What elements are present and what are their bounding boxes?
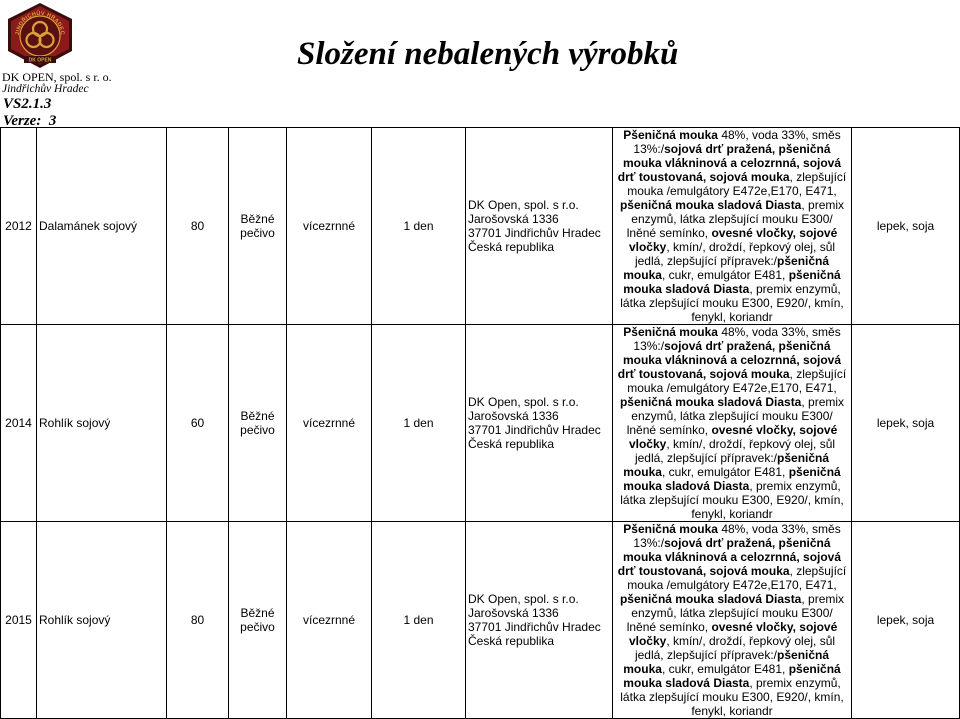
product-year: 2014 [1,325,37,522]
product-shelf-life: 1 den [372,522,466,719]
product-year: 2015 [1,522,37,719]
dk-open-logo-icon [6,2,74,70]
table-row [1,325,960,522]
product-composition: Pšeničná mouka 48%, voda 33%, směs 13%:/sojová drť pražená, pšeničná mouka vlákninová a celozrnná, sojová drť toustovaná, sojová mouka, zlepšující mouka /emulgátory E472e,E170, E471, pšeničná mouka sladová Diasta, premix enzymů, látka zlepšující mouku E300/ lněné semínko, ovesné vločky, sojové vločky, kmín/, droždí, řepkový olej, sůl jedlá, zlepšující přípravek:/pšeničná mouka, cukr, emulgátor E481, pšeničná mouka sladová Diasta, premix enzymů, látka zlepšující mouku E300, E920/, kmín, fenykl, koriandr [613,522,852,719]
logo-banner-text: DK OPEN [28,57,52,64]
product-allergens: lepek, soja [852,325,960,522]
manufacturer-line: Česká republika [468,634,555,648]
company-name: DK OPEN, spol. s r. o. [2,70,112,84]
company-block [2,71,112,95]
manufacturer-line: 37701 Jindřichův Hradec [468,423,601,437]
product-manufacturer [466,522,613,719]
product-category: Běžné pečivo [229,128,287,325]
page-title: Složení nebalených výrobků [297,36,679,72]
version-label: Verze: 3 [3,113,57,129]
product-type: vícezrnné [287,325,372,522]
product-manufacturer [466,128,613,325]
product-shelf-life: 1 den [372,128,466,325]
manufacturer-line: Jarošovská 1336 [468,212,559,226]
manufacturer-line: Česká republika [468,240,555,254]
product-weight: 60 [167,325,229,522]
product-composition: Pšeničná mouka 48%, voda 33%, směs 13%:/sojová drť pražená, pšeničná mouka vlákninová a celozrnná, sojová drť toustovaná, sojová mouka, zlepšující mouka /emulgátory E472e,E170, E471, pšeničná mouka sladová Diasta, premix enzymů, látka zlepšující mouku E300/ lněné semínko, ovesné vločky, sojové vločky, kmín/, droždí, řepkový olej, sůl jedlá, zlepšující přípravek:/pšeničná mouka, cukr, emulgátor E481, pšeničná mouka sladová Diasta, premix enzymů, látka zlepšující mouku E300, E920/, kmín, fenykl, koriandr [613,325,852,522]
product-name: Rohlík sojový [37,522,167,719]
product-name: Dalamánek sojový [37,128,167,325]
products-table [0,127,960,719]
company-city: Jindřichův Hradec [2,83,89,95]
logo-ring-text: JINDŘICHŮV HRADEC [14,10,66,36]
product-category: Běžné pečivo [229,325,287,522]
product-weight: 80 [167,522,229,719]
product-type: vícezrnné [287,128,372,325]
product-year: 2012 [1,128,37,325]
product-category: Běžné pečivo [229,522,287,719]
product-composition: Pšeničná mouka 48%, voda 33%, směs 13%:/sojová drť pražená, pšeničná mouka vlákninová a celozrnná, sojová drť toustovaná, sojová mouka, zlepšující mouka /emulgátory E472e,E170, E471, pšeničná mouka sladová Diasta, premix enzymů, látka zlepšující mouku E300/ lněné semínko, ovesné vločky, sojové vločky, kmín/, droždí, řepkový olej, sůl jedlá, zlepšující přípravek:/pšeničná mouka, cukr, emulgátor E481, pšeničná mouka sladová Diasta, premix enzymů, látka zlepšující mouku E300, E920/, kmín, fenykl, koriandr [613,128,852,325]
manufacturer-line: DK Open, spol. s r.o. [468,395,579,409]
product-allergens: lepek, soja [852,128,960,325]
manufacturer-line: DK Open, spol. s r.o. [468,198,579,212]
product-manufacturer [466,325,613,522]
table-row [1,128,960,325]
manufacturer-line: DK Open, spol. s r.o. [468,592,579,606]
manufacturer-line: 37701 Jindřichův Hradec [468,620,601,634]
version-block [3,96,56,130]
table-row [1,522,960,719]
product-name: Rohlík sojový [37,325,167,522]
product-allergens: lepek, soja [852,522,960,719]
product-weight: 80 [167,128,229,325]
manufacturer-line: Jarošovská 1336 [468,606,559,620]
manufacturer-line: Česká republika [468,437,555,451]
product-type: vícezrnné [287,522,372,719]
product-shelf-life: 1 den [372,325,466,522]
manufacturer-line: Jarošovská 1336 [468,409,559,423]
manufacturer-line: 37701 Jindřichův Hradec [468,226,601,240]
doc-code: VS2.1.3 [3,96,52,112]
